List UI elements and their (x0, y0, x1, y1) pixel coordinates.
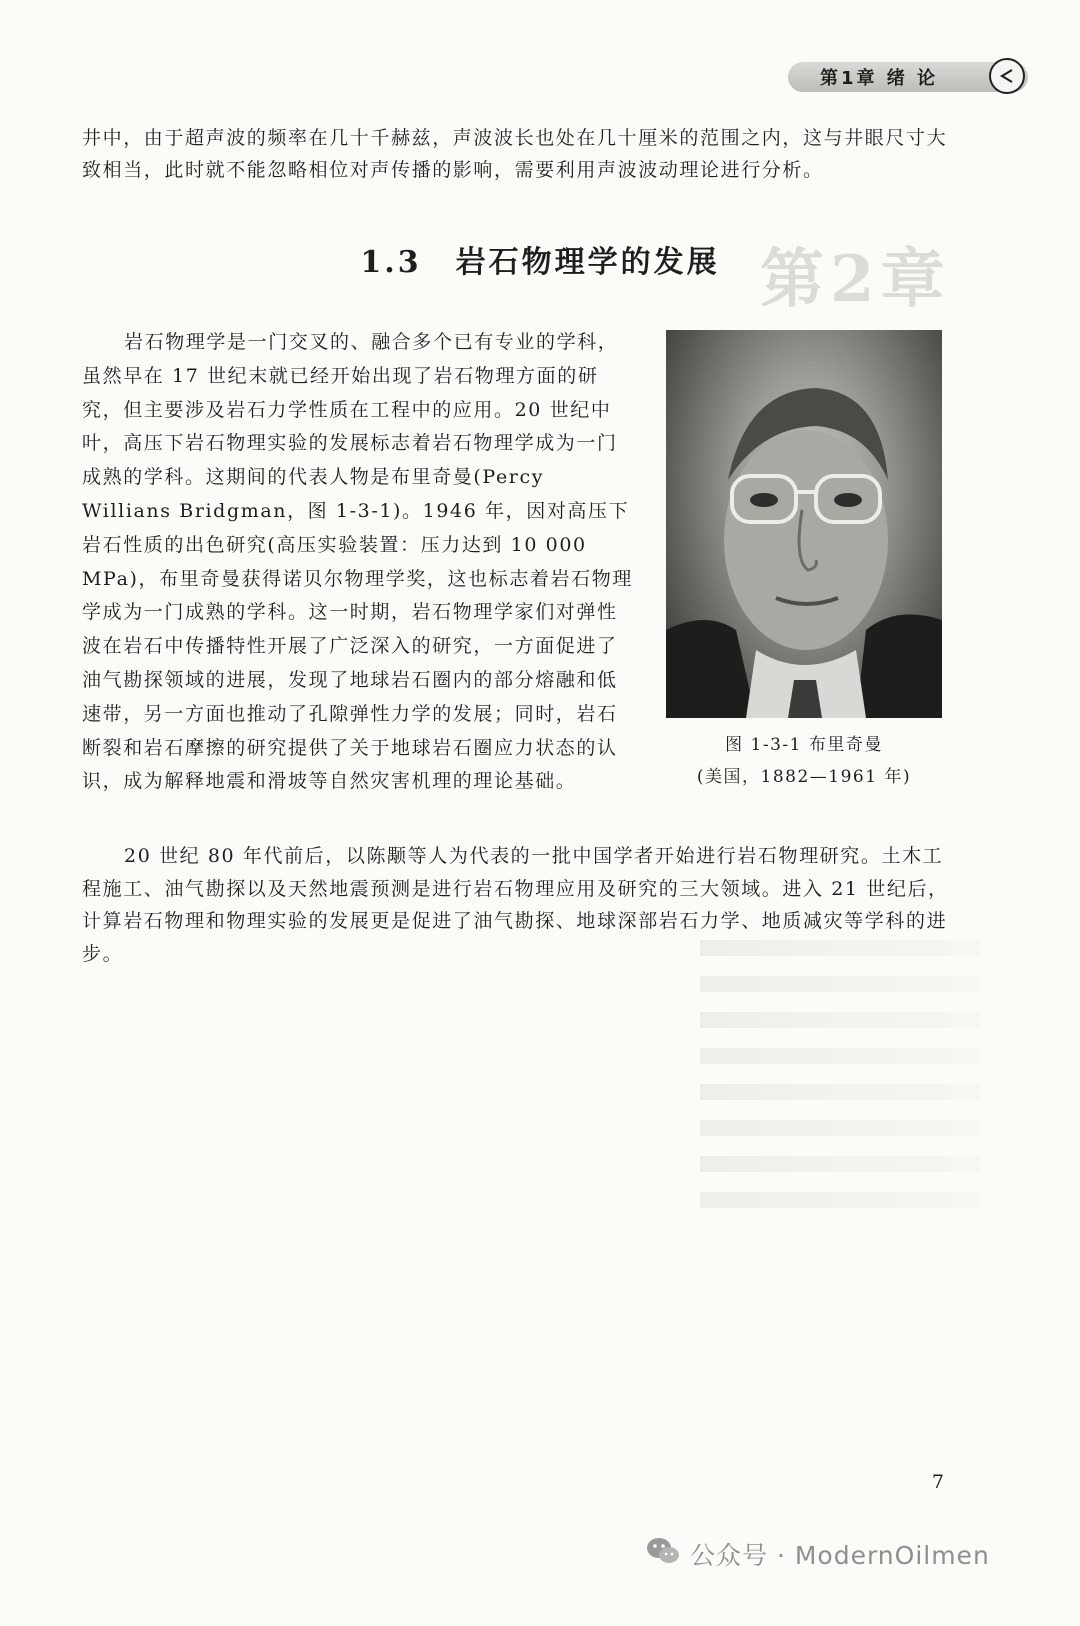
watermark (646, 1536, 990, 1572)
watermark-text: 公众号 · ModernOilmen (690, 1541, 990, 1570)
bridgman-portrait-photo (666, 330, 942, 718)
figure-caption: 图 1-3-1 布里奇曼 (725, 735, 883, 755)
section-title-text: 岩石物理学的发展 (455, 245, 720, 280)
bleed-through-text-lines (700, 940, 980, 1260)
intro-paragraph: 井中，由于超声波的频率在几十千赫兹，声波波长也处在几十厘米的范围之内，这与井眼尺寸大致相当，此时就不能忽略相位对声传播的影响，需要利用声波波动理论进行分析。 (82, 127, 948, 181)
figure-caption-dates: (美国，1882—1961 年) (696, 767, 912, 787)
bleed-through-chapter-heading: 第2章 (760, 242, 951, 317)
wechat-icon (646, 1536, 680, 1572)
paragraph-china-research: 20 世纪 80 年代前后，以陈颙等人为代表的一批中国学者开始进行岩石物理研究。土木工程施工、油气勘探以及天然地震预测是进行岩石物理应用及研究的三大领域。进入 21 世纪后，计算岩石物理和物理实验的发展更是促进了油气勘探、地球深部岩石力学、地质减灾等学科的进步。 (82, 845, 949, 965)
page-number: 7 (931, 1471, 944, 1493)
chapter-header-tab (788, 62, 1028, 92)
section-number: 1.3 (360, 245, 422, 280)
chapter-label: 第1章 绪 论 (820, 68, 939, 89)
paragraph-bridgman: 岩石物理学是一门交叉的、融合多个已有专业的学科，虽然早在 17 世纪末就已经开始出现了岩石物理方面的研究，但主要涉及岩石力学性质在工程中的应用。20 世纪中叶，高压下岩石物理实验的发展标志着岩石物理学成为一门成熟的学科。这期间的代表人物是布里奇曼(Percy Willians Bridgman，图 1-3-1)。1946 年，因对高压下岩石性质的出色研究(高压实验装置：压力达到 10 000 MPa)，布里奇曼获得诺贝尔物理学奖，这也标志着岩石物理学成为一门成熟的学科。这一时期，岩石物理学家们对弹性波在岩石中传播特性开展了广泛深入的研究，一方面促进了油气勘探领域的进展，发现了地球岩石圈内的部分熔融和低速带，另一方面也推动了孔隙弹性力学的发展；同时，岩石断裂和岩石摩擦的研究提供了关于地球岩石圈应力状态的认识，成为解释地震和滑坡等自然灾害机理的理论基础。 (82, 331, 633, 793)
section-title (0, 237, 1080, 281)
chevron-left-icon[interactable] (989, 58, 1025, 94)
